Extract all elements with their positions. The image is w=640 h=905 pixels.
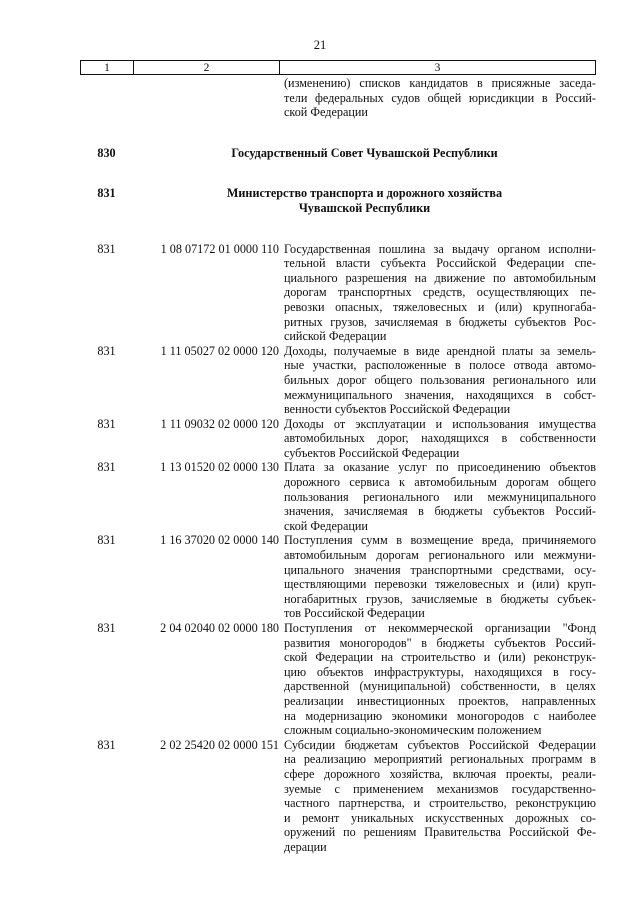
org-830-code: 830 bbox=[97, 145, 116, 160]
text-line: бильных дорог общего пользования регионального или bbox=[284, 372, 596, 387]
revenue-description bbox=[281, 460, 596, 533]
text-line: автомобильным дорогам регионального или межмуни- bbox=[284, 548, 596, 563]
table-header bbox=[80, 60, 596, 75]
text-line: (изменению) списков кандидатов в присяжные заседа- bbox=[284, 76, 596, 90]
text-line: межмуниципального значения, находящихся в собст- bbox=[284, 387, 596, 402]
kbk-code: 2 04 02040 02 0000 180 bbox=[160, 621, 279, 635]
org-831-code: 831 bbox=[97, 186, 116, 201]
text-line: ритных грузов, зачисляемая в бюджеты субъектов Рос- bbox=[284, 314, 596, 329]
text-line: дорогам транспортных средств, осуществляющих пе- bbox=[284, 285, 596, 300]
text-line: развития моногородов" в бюджеты субъектов Россий- bbox=[284, 635, 596, 650]
org-831-row bbox=[80, 186, 596, 215]
admin-code: 831 bbox=[97, 343, 116, 358]
text-line: дарственной (муниципальной) собственности, в целях bbox=[284, 679, 596, 694]
text-line: оружений по решениям Правительства Российской Фе- bbox=[284, 825, 596, 840]
admin-code: 831 bbox=[97, 737, 116, 752]
text-line: Доходы от эксплуатации и использования имущества bbox=[284, 416, 596, 431]
revenue-description bbox=[281, 242, 596, 344]
kbk-code: 1 16 37020 02 0000 140 bbox=[160, 533, 279, 548]
text-line: ципального значения транспортными средствами, осу- bbox=[284, 562, 596, 577]
text-line: частного партнерства, и строительство, реконструкцию bbox=[284, 796, 596, 811]
text-line: Плата за оказание услуг по присоединению объектов bbox=[284, 460, 596, 475]
text-line: дорожного сервиса к автомобильным дорогам общего bbox=[284, 475, 596, 490]
table-row bbox=[80, 344, 596, 417]
header-col-3: 3 bbox=[434, 62, 441, 74]
text-line: реализации инвестиционных проектов, направленных bbox=[284, 693, 596, 708]
text-line: Поступления сумм в возмещение вреда, причиняемого bbox=[284, 533, 596, 548]
revenue-description bbox=[281, 344, 596, 417]
admin-code: 831 bbox=[97, 533, 116, 548]
kbk-code: 1 13 01520 02 0000 130 bbox=[160, 460, 279, 475]
text-line: ные участки, расположенные в полосе отвода автомо- bbox=[284, 358, 596, 373]
text-line: цию объектов инфраструктуры, находящихся в госу- bbox=[284, 664, 596, 679]
text-line: циального разрешения на движение по автомобильным bbox=[284, 270, 596, 285]
org-831-name bbox=[133, 186, 596, 215]
text-line: пользования регионального или межмуниципального bbox=[284, 489, 596, 504]
text-line: тели федеральных судов общей юрисдикции в Россий- bbox=[284, 90, 596, 105]
text-line: дерации bbox=[284, 839, 327, 854]
text-line: ской Федерации на строительство и (или) реконструк- bbox=[284, 650, 596, 665]
text-line: на реализацию мероприятий региональных программ в bbox=[284, 752, 596, 767]
text-line: ревозки опасных, тяжеловесных и (или) крупногаба- bbox=[284, 299, 596, 314]
page-number: 21 bbox=[313, 38, 327, 52]
header-col-1: 1 bbox=[81, 61, 134, 74]
kbk-code: 1 11 09032 02 0000 120 bbox=[160, 416, 279, 431]
text-line: на модернизацию экономики моногородов с наиболее bbox=[284, 708, 596, 723]
org-830-name: Государственный Совет Чувашской Республики bbox=[231, 145, 498, 160]
header-col-2: 2 bbox=[134, 61, 280, 74]
org-831-name-line1: Министерство транспорта и дорожного хозяйства bbox=[226, 186, 503, 201]
org-830-row bbox=[80, 146, 596, 161]
kbk-code: 1 11 05027 02 0000 120 bbox=[160, 343, 279, 358]
text-line: ской Федерации bbox=[284, 105, 368, 120]
text-line: ногабаритных грузов, зачисляемые в бюджеты субъек- bbox=[284, 591, 596, 606]
text-line: тельной власти субъекта Российской Федерации спе- bbox=[284, 256, 596, 271]
table-row bbox=[80, 738, 596, 855]
text-line: ществляющими перевозки тяжеловесных и (или) круп- bbox=[284, 577, 596, 592]
continuation-row bbox=[80, 76, 596, 120]
revenue-description bbox=[281, 621, 596, 738]
text-line: и ремонт уникальных искусственных дорожных со- bbox=[284, 810, 596, 825]
revenue-description bbox=[281, 417, 596, 461]
admin-code: 831 bbox=[97, 460, 116, 475]
table-body bbox=[80, 76, 596, 855]
text-line: Государственная пошлина за выдачу органом исполни- bbox=[284, 241, 596, 256]
admin-code: 831 bbox=[97, 416, 116, 431]
text-line: сложным социально-экономическим положением bbox=[284, 723, 542, 738]
table-row bbox=[80, 621, 596, 738]
text-line: автомобильных дорог, находящихся в собственности bbox=[284, 431, 596, 446]
text-line: тов Российской Федерации bbox=[284, 606, 425, 621]
kbk-code: 2 02 25420 02 0000 151 bbox=[160, 737, 279, 752]
continuation-text bbox=[281, 76, 596, 120]
admin-code: 831 bbox=[97, 241, 116, 256]
revenue-description bbox=[281, 738, 596, 855]
kbk-code: 1 08 07172 01 0000 110 bbox=[160, 241, 279, 256]
text-line: значения, зачисляемая в бюджеты субъектов Россий- bbox=[284, 504, 596, 519]
text-line: субъектов Российской Федерации bbox=[284, 445, 460, 460]
text-line: Субсидии бюджетам субъектов Российской Федерации bbox=[284, 737, 596, 752]
table-row bbox=[80, 460, 596, 533]
text-line: сфере дорожного хозяйства, включая проекты, реали- bbox=[284, 766, 596, 781]
revenue-description bbox=[281, 533, 596, 621]
text-line: сийской Федерации bbox=[284, 329, 387, 344]
text-line: венности субъектов Российской Федерации bbox=[284, 402, 511, 417]
text-line: ской Федерации bbox=[284, 518, 368, 533]
text-line: зуемые с применением механизмов государственно- bbox=[284, 781, 596, 796]
text-line: Доходы, получаемые в виде арендной платы за земель- bbox=[284, 343, 596, 358]
table-row bbox=[80, 533, 596, 621]
text-line: Поступления от некоммерческой организации "Фонд bbox=[284, 621, 596, 635]
admin-code: 831 bbox=[97, 621, 116, 635]
table-row bbox=[80, 417, 596, 461]
org-831-name-line2: Чувашской Республики bbox=[298, 200, 431, 215]
table-row bbox=[80, 242, 596, 344]
